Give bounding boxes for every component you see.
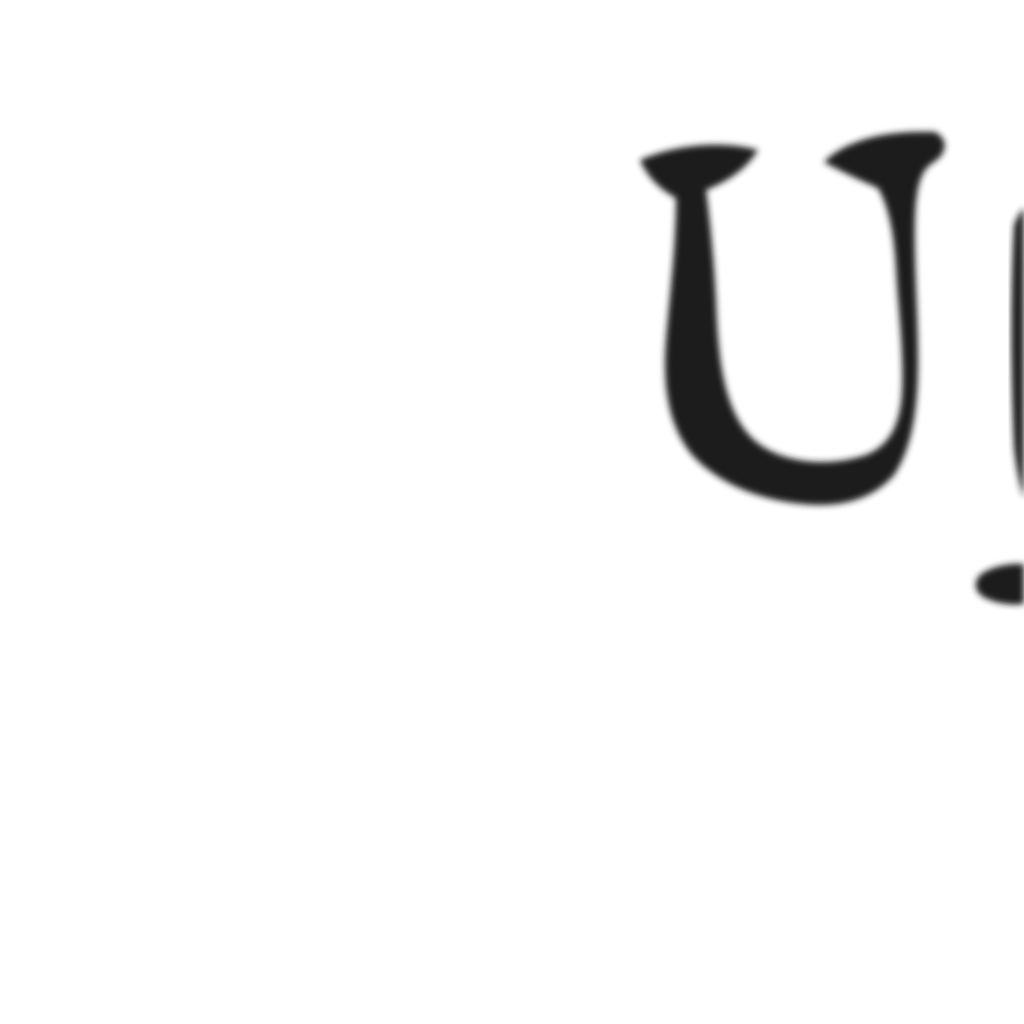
next-glyph-fragment: [1011, 208, 1024, 498]
letter-u-stroke: [640, 132, 945, 505]
underline-fragment: [976, 564, 1024, 605]
